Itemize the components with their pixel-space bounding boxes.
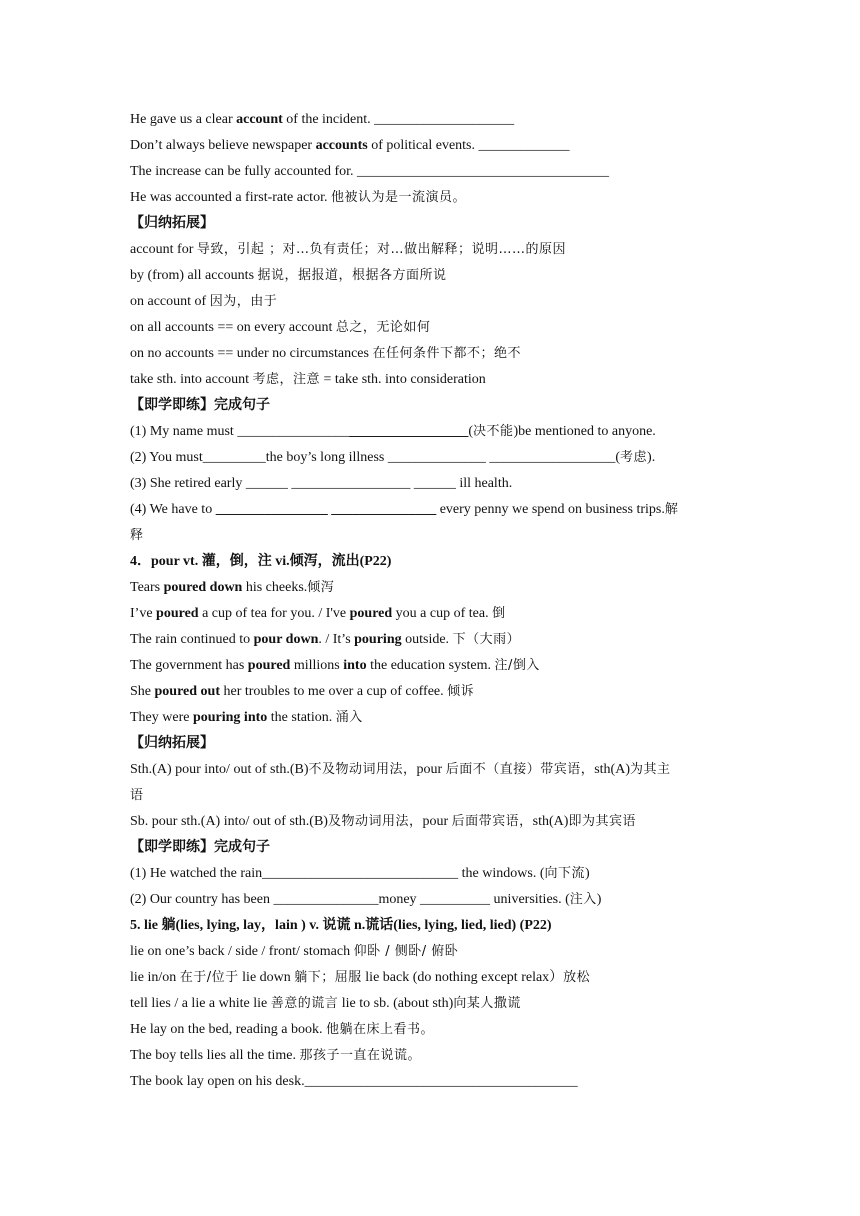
text-segment: Sth.(A) pour into/ out of sth.(B) — [130, 762, 309, 777]
text-segment: ( — [468, 424, 473, 439]
text-segment: (1) My name must ________________ — [130, 424, 350, 439]
text-segment: sth(A) — [594, 762, 630, 777]
chinese-gloss: 即为其宾语 — [568, 814, 636, 829]
text-segment: pour — [422, 814, 452, 829]
text-line — [130, 263, 740, 289]
text-segment: (4) We have to — [130, 502, 216, 517]
bold-phrase: _________________ — [349, 424, 469, 439]
bold-phrase: poured down — [163, 580, 243, 595]
text-segment: of the incident. ____________________ — [282, 112, 515, 127]
chinese-gloss: 语 — [130, 788, 144, 803]
text-segment: outside. — [401, 632, 453, 647]
bold-phrase: pour down — [253, 632, 319, 647]
text-segment: pour — [416, 762, 446, 777]
text-segment: millions — [290, 658, 344, 673]
text-segment: of political events. _____________ — [367, 138, 570, 153]
text-segment: I’ve — [130, 606, 157, 621]
section-heading — [130, 913, 740, 939]
bold-phrase: pouring into — [192, 710, 268, 725]
chinese-gloss: 后面带宾语， — [451, 814, 533, 829]
text-segment: The increase can be fully accounted for. ____________________________________ — [130, 164, 610, 179]
text-line — [130, 705, 740, 731]
chinese-gloss: 考虑，注意 — [252, 372, 320, 387]
text-line — [130, 757, 740, 783]
text-segment: (2) You must_________the boy’s long illness ______________ __________________( — [130, 450, 621, 465]
text-segment: a cup of tea for you. / I've — [198, 606, 350, 621]
text-segment: The rain continued to — [130, 632, 254, 647]
bold-phrase: poured out — [154, 684, 220, 699]
chinese-gloss: 那孩子一直在说谎。 — [299, 1048, 422, 1063]
text-segment: Tears — [130, 580, 164, 595]
text-segment: (1) He watched the rain____________________________ the windows. ( — [130, 866, 545, 881]
text-line — [130, 237, 740, 263]
bold-phrase: account — [236, 112, 283, 127]
section-heading — [130, 549, 740, 575]
text-line — [130, 575, 740, 601]
text-segment: lie on one’s back / side / front/ stomach — [130, 944, 354, 959]
bold-phrase: pouring — [354, 632, 402, 647]
bold-phrase: into — [343, 658, 367, 673]
chinese-gloss: 注/倒入 — [494, 658, 540, 673]
bold-phrase: ________________ _______________ — [215, 502, 437, 517]
bold-phrase: poured — [247, 658, 291, 673]
text-line — [130, 809, 740, 835]
text-segment: (2) Our country has been _______________money __________ universities. ( — [130, 892, 570, 907]
text-segment: The government has — [130, 658, 248, 673]
text-segment: ) — [585, 866, 590, 881]
text-segment: tell lies / a lie a white lie — [130, 996, 271, 1011]
text-segment: They were — [130, 710, 193, 725]
chinese-gloss: 向下流 — [544, 866, 585, 881]
text-line — [130, 939, 740, 965]
text-segment: She — [130, 684, 155, 699]
text-line — [130, 471, 740, 497]
chinese-gloss: 涌入 — [335, 710, 363, 725]
text-line — [130, 991, 740, 1017]
text-segment: his cheeks. — [242, 580, 308, 595]
text-segment: 【即学即练】完成句子 — [130, 840, 270, 855]
text-segment: (3) She retired early ______ _________________ ______ ill health. — [130, 476, 513, 491]
chinese-gloss: 下（大雨） — [452, 632, 521, 647]
text-line — [130, 419, 740, 445]
text-segment: 【即学即练】完成句子 — [130, 398, 270, 413]
text-segment: on no accounts == under no circumstances — [130, 346, 373, 361]
text-segment: you a cup of tea. — [392, 606, 493, 621]
text-line — [130, 653, 740, 679]
text-line — [130, 367, 740, 393]
chinese-gloss: 及物动词用法， — [327, 814, 423, 829]
text-line — [130, 1017, 740, 1043]
text-segment: . / It’s — [318, 632, 355, 647]
text-segment: lie in/on — [130, 970, 180, 985]
text-segment: take sth. into account — [130, 372, 253, 387]
text-line — [130, 133, 740, 159]
text-segment: 5. lie 躺(lies, lying, lay，lain ) v. 说谎 n.谎话(lies, lying, lied, lied) (P22) — [130, 918, 552, 933]
text-line — [130, 107, 740, 133]
chinese-gloss: 放松 — [563, 970, 591, 985]
text-line — [130, 861, 740, 887]
text-line — [130, 627, 740, 653]
chinese-gloss: 后面不（直接）带宾语， — [445, 762, 595, 777]
chinese-gloss: 总之，无论如何 — [335, 320, 431, 335]
chinese-gloss: 不及物动词用法， — [308, 762, 417, 777]
chinese-gloss: 决不能 — [473, 424, 514, 439]
chinese-gloss: 在于/位于 — [179, 970, 239, 985]
bold-phrase: poured — [156, 606, 199, 621]
chinese-gloss: 仰卧 / 侧卧/ 俯卧 — [353, 944, 459, 959]
section-heading — [130, 211, 740, 237]
text-segment: )be mentioned to anyone. — [513, 424, 656, 439]
chinese-gloss: 考虑 — [620, 450, 648, 465]
section-heading — [130, 835, 740, 861]
text-line — [130, 315, 740, 341]
text-segment: the station. — [267, 710, 336, 725]
document-body — [130, 107, 740, 1095]
text-line — [130, 445, 740, 471]
chinese-gloss: 倒 — [492, 606, 506, 621]
section-heading — [130, 731, 740, 757]
text-segment: He was accounted a first-rate actor. — [130, 190, 331, 205]
text-segment: 【归纳拓展】 — [130, 736, 214, 751]
text-segment: He gave us a clear — [130, 112, 237, 127]
chinese-gloss: 在任何条件下都不；绝不 — [372, 346, 521, 361]
chinese-gloss: 他躺在床上看书。 — [325, 1022, 434, 1037]
text-segment: account for — [130, 242, 197, 257]
text-segment: every penny we spend on business trips. — [436, 502, 665, 517]
text-segment: lie back (do nothing except relax） — [361, 970, 564, 985]
text-line — [130, 1043, 740, 1069]
bold-phrase: poured — [349, 606, 393, 621]
bold-phrase: accounts — [315, 138, 368, 153]
text-line — [130, 497, 740, 523]
chinese-gloss: 倾泻 — [307, 580, 335, 595]
text-segment: by (from) all accounts — [130, 268, 258, 283]
chinese-gloss: 解 — [664, 502, 679, 517]
text-segment: The boy tells lies all the time. — [130, 1048, 300, 1063]
text-line — [130, 679, 740, 705]
chinese-gloss: 注入 — [569, 892, 597, 907]
chinese-gloss: 倾诉 — [447, 684, 475, 699]
chinese-gloss: 释 — [130, 528, 144, 543]
text-line — [130, 289, 740, 315]
text-segment: Don’t always believe newspaper — [130, 138, 316, 153]
text-segment: lie to sb. (about sth) — [338, 996, 454, 1011]
text-line — [130, 965, 740, 991]
chinese-gloss: 导致，引起 ；对…负有责任；对…做出解释；说明……的原因 — [196, 242, 566, 257]
text-line — [130, 159, 740, 185]
text-line — [130, 887, 740, 913]
text-segment: = take sth. into consideration — [319, 372, 486, 387]
text-line — [130, 1069, 740, 1095]
chinese-gloss: 因为，由于 — [209, 294, 278, 309]
section-heading — [130, 393, 740, 419]
text-segment: He lay on the bed, reading a book. — [130, 1022, 326, 1037]
text-segment: Sb. pour sth.(A) into/ out of sth.(B) — [130, 814, 328, 829]
text-segment: ). — [647, 450, 656, 465]
text-segment: her troubles to me over a cup of coffee. — [219, 684, 448, 699]
text-line — [130, 783, 740, 809]
chinese-gloss: 他被认为是一流演员。 — [330, 190, 466, 205]
chinese-gloss: 据说，据报道，根据各方面所说 — [257, 268, 447, 283]
text-line — [130, 341, 740, 367]
chinese-gloss: 躺下；屈服 — [294, 970, 362, 985]
text-line — [130, 523, 740, 549]
text-line — [130, 185, 740, 211]
chinese-gloss: 善意的谎言 — [270, 996, 339, 1011]
text-segment: on all accounts == on every account — [130, 320, 336, 335]
text-segment: 4．pour vt. 灌，倒，注 vi.倾泻，流出(P22) — [130, 554, 392, 569]
text-segment: 【归纳拓展】 — [130, 216, 214, 231]
text-segment: The book lay open on his desk._______________________________________ — [130, 1074, 578, 1089]
chinese-gloss: 向某人撒谎 — [453, 996, 521, 1011]
text-line — [130, 601, 740, 627]
chinese-gloss: 为其主 — [629, 762, 671, 777]
text-segment: on account of — [130, 294, 210, 309]
text-segment: ) — [596, 892, 602, 907]
text-segment: sth(A) — [532, 814, 569, 829]
text-segment: the education system. — [366, 658, 495, 673]
text-segment: lie down — [238, 970, 295, 985]
